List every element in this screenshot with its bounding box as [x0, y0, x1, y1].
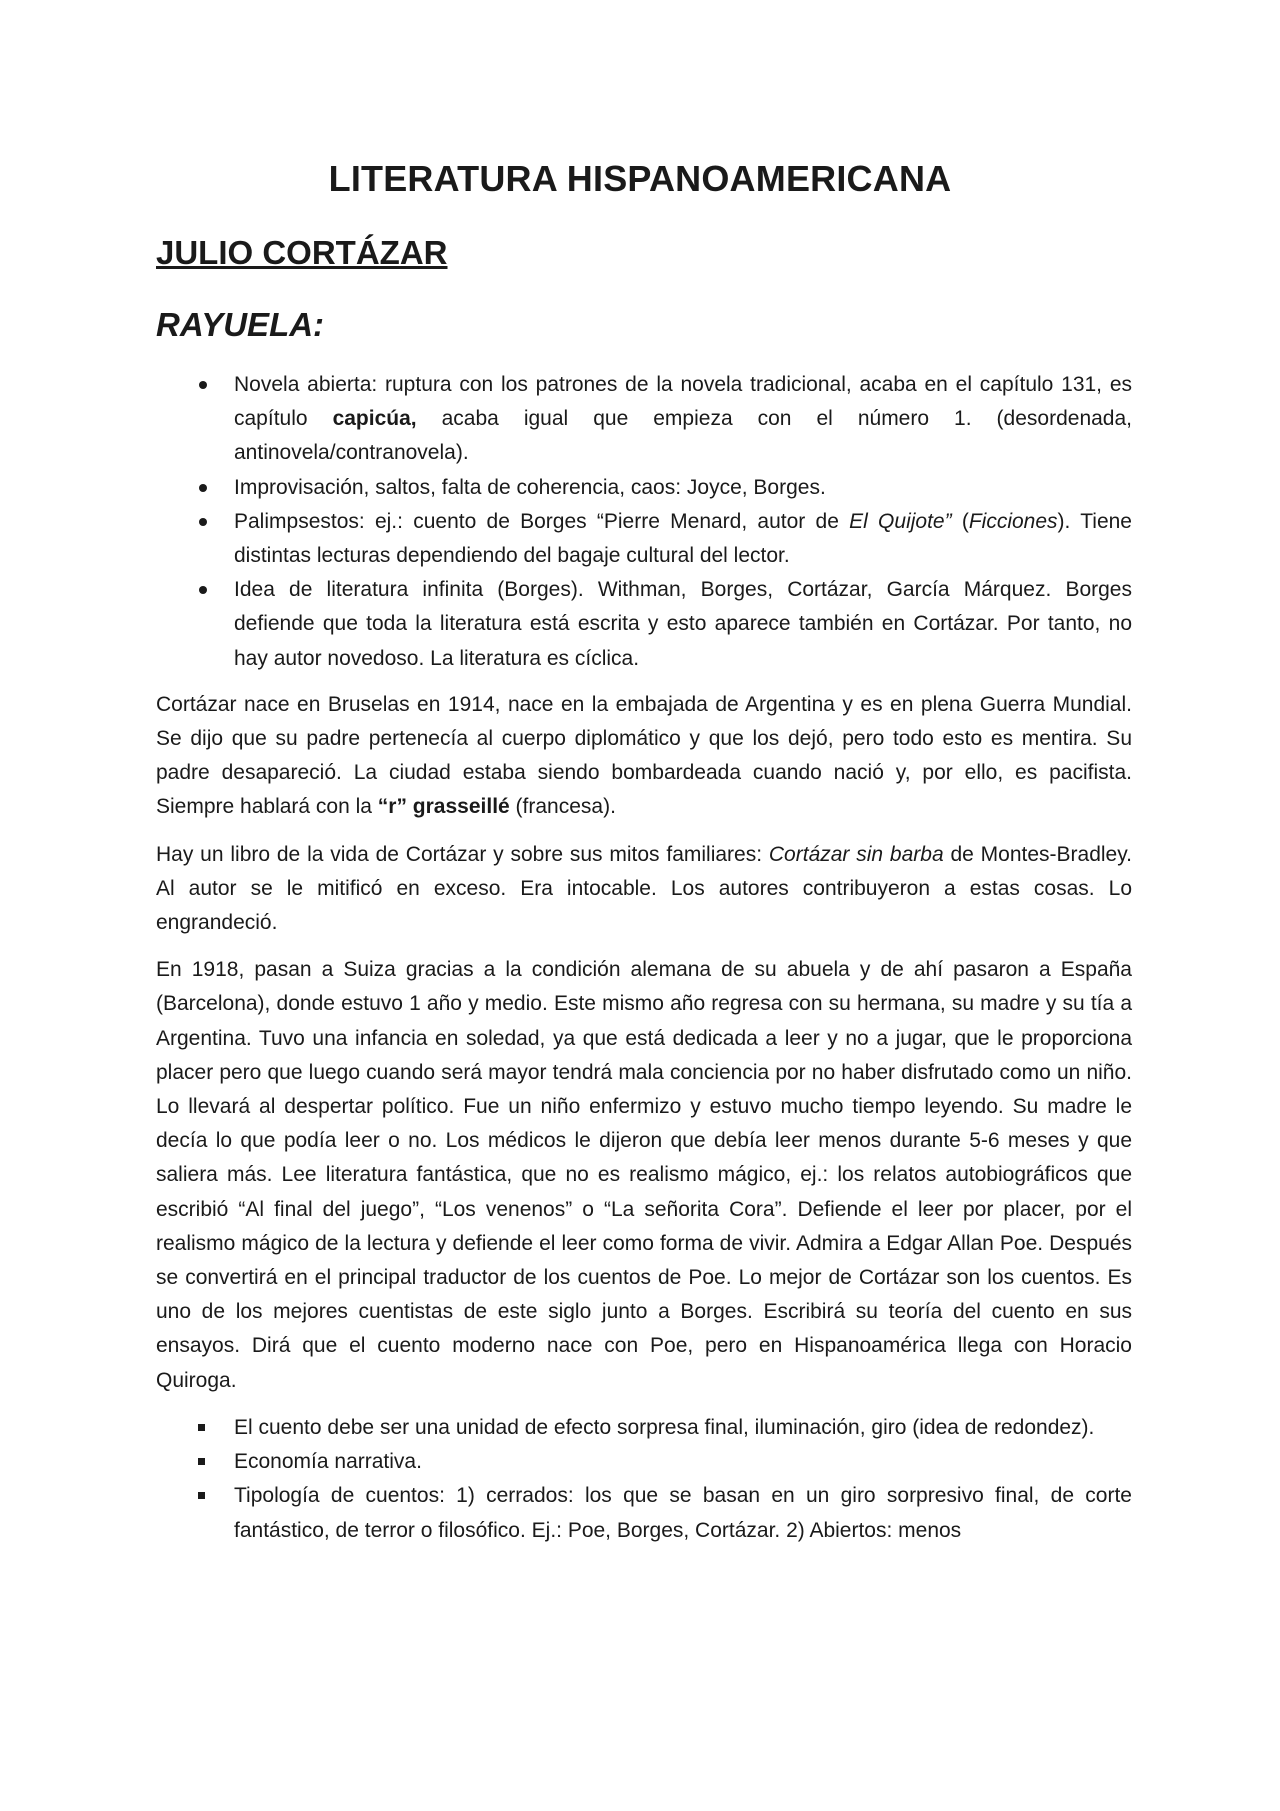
bold-term: “r” grasseillé [377, 795, 510, 819]
italic-title: Cortázar sin barba [768, 842, 944, 866]
story-theory-list [156, 1411, 1132, 1548]
paragraph-birth: Cortázar nace en Bruselas en 1914, nace en la embajada de Argentina y es en plena Guerra Mundial. Se dijo que su padre pertenecía al cuerpo diplomático y que los dejó, pero todo esto es mentira. Su padre desapareció. La ciudad estaba siendo bombardeada cuando nació y, por ello, es pacifista. Siempre hablará con la “r” grasseillé (francesa). [156, 692, 1132, 819]
italic-title: El Quijote” [849, 509, 952, 533]
list-item: Palimpsestos: ej.: cuento de Borges “Pierre Menard, autor de El Quijote” (Ficciones). Tiene distintas lecturas dependiendo del bagaje cultural del lector. [156, 505, 1132, 573]
author-heading: JULIO CORTÁZAR [156, 234, 448, 271]
list-item: Improvisación, saltos, falta de coherencia, caos: Joyce, Borges. [156, 471, 1132, 505]
list-item: Idea de literatura infinita (Borges). Withman, Borges, Cortázar, García Márquez. Borges defiende que toda la literatura está escrita y esto aparece también en Cortázar. Por tanto, no hay autor novedoso. La literatura es cíclica. [156, 573, 1132, 676]
list-item: Economía narrativa. [156, 1445, 1132, 1479]
document-body [156, 368, 1132, 1548]
list-item: El cuento debe ser una unidad de efecto sorpresa final, iluminación, giro (idea de redondez). [156, 1411, 1132, 1445]
italic-title: Ficciones [968, 509, 1058, 533]
list-item: Tipología de cuentos: 1) cerrados: los que se basan en un giro sorpresivo final, de corte fantástico, de terror o filosófico. Ej.: Poe, Borges, Cortázar. 2) Abiertos: menos [156, 1479, 1132, 1547]
rayuela-features-list [156, 368, 1132, 676]
bold-term: capicúa, [332, 407, 417, 431]
work-heading: RAYUELA: [156, 306, 325, 343]
list-item: Novela abierta: ruptura con los patrones de la novela tradicional, acaba en el capítulo 131, es capítulo capicúa, acaba igual que empieza con el número 1. (desordenada, antinovela/contranovela). [156, 368, 1132, 471]
paragraph-childhood: En 1918, pasan a Suiza gracias a la condición alemana de su abuela y de ahí pasaron a España (Barcelona), donde estuvo 1 año y medio. Este mismo año regresa con su hermana, su madre y su tía a Argentina. Tuvo una infancia en soledad, ya que está dedicada a leer y no a jugar, que le proporciona placer pero que luego cuando será mayor tendrá mala conciencia por no haber disfrutado como un niño. Lo llevará al despertar político. Fue un niño enfermizo y estuvo mucho tiempo leyendo. Su madre le decía lo que podía leer o no. Los médicos le dijeron que debía leer menos durante 5-6 meses y que saliera más. Lee literatura fantástica, que no es realismo mágico, ej.: los relatos autobiográficos que escribió “Al final del juego”, “Los venenos” o “La señorita Cora”. Defiende el leer por placer, por el realismo mágico de la lectura y defiende el leer como forma de vivir. Admira a Edgar Allan Poe. Después se convertirá en el principal traductor de los cuentos de Poe. Lo mejor de Cortázar son los cuentos. Es uno de los mejores cuentistas de este siglo junto a Borges. Escribirá su teoría del cuento en sus ensayos. Dirá que el cuento moderno nace con Poe, pero en Hispanoamérica llega con Horacio Quiroga. [156, 958, 1132, 1392]
document-title: LITERATURA HISPANOAMERICANA [328, 158, 952, 199]
paragraph-myths: Hay un libro de la vida de Cortázar y sobre sus mitos familiares: Cortázar sin barba de Montes-Bradley. Al autor se le mitificó en exceso. Era intocable. Los autores contribuyeron a estas cosas. Lo engrandeció. [156, 842, 1132, 935]
